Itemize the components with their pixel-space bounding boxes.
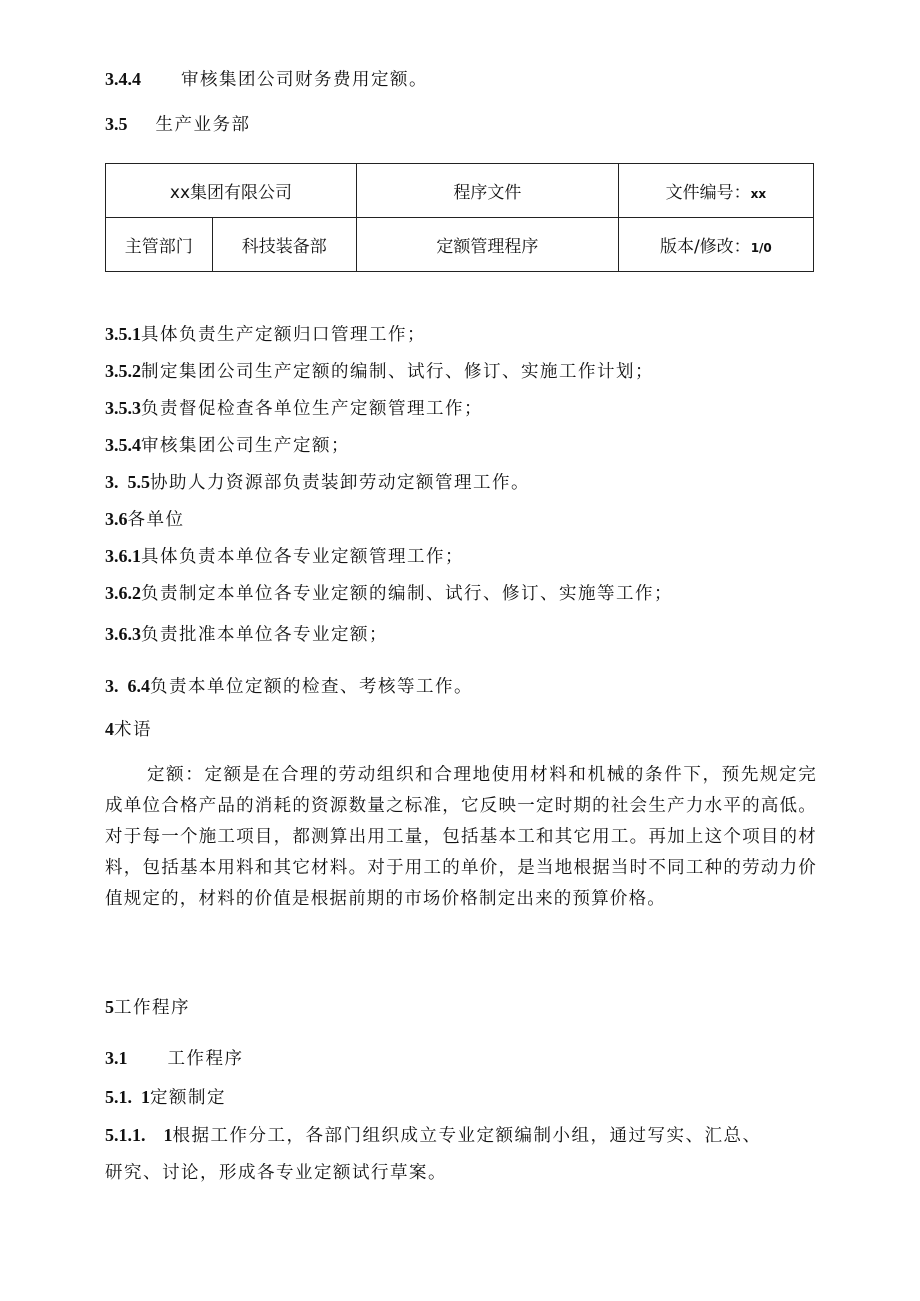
- section-3-1: [105, 1045, 244, 1070]
- section-text: 具体负责生产定额归口管理工作；: [141, 325, 426, 345]
- document-header-table: [105, 163, 814, 272]
- section-text: 定额制定: [150, 1088, 226, 1108]
- section-3-6-4: [105, 673, 473, 698]
- section-3-4-4: [105, 66, 428, 91]
- section-3-5-5: [105, 469, 530, 494]
- section-3-5-1: [105, 321, 426, 346]
- section-number: 3.6.3: [105, 624, 141, 644]
- doc-type-cell: 程序文件: [356, 164, 618, 218]
- section-text: 审核集团公司生产定额；: [141, 436, 350, 456]
- company-cell: xx集团有限公司: [106, 164, 357, 218]
- dept-value-cell: 科技装备部: [212, 218, 356, 272]
- doc-number-value: xx: [750, 187, 767, 201]
- section-text: 协助人力资源部负责装卸劳动定额管理工作。: [150, 473, 530, 493]
- section-text: 工作程序: [167, 1049, 244, 1069]
- section-text: 负责督促检查各单位生产定额管理工作；: [141, 399, 483, 419]
- section-3-6: [105, 506, 185, 531]
- section-text: 负责批准本单位各专业定额；: [141, 625, 388, 645]
- section-5-1-1-1: [105, 1122, 762, 1147]
- section-text: 负责本单位定额的检查、考核等工作。: [150, 677, 473, 697]
- section-4: [105, 716, 152, 741]
- section-text: 具体负责本单位各专业定额管理工作；: [141, 547, 464, 567]
- section-3-6-1: [105, 543, 464, 568]
- section-5-1-1-1-continued: [105, 1159, 447, 1184]
- section-text: 审核集团公司财务费用定额。: [181, 70, 428, 90]
- section-number: 3.5.3: [105, 398, 141, 418]
- section-5: [105, 994, 190, 1019]
- section-number: 5.1.1. 1: [105, 1125, 173, 1145]
- section-text: 根据工作分工，各部门组织成立专业定额编制小组，通过写实、汇总、: [172, 1126, 762, 1146]
- section-number: 3. 6.4: [105, 676, 150, 696]
- section-number: 3.5.1: [105, 324, 141, 344]
- section-number: 3.6: [105, 509, 128, 529]
- section-text: 研究、讨论，形成各专业定额试行草案。: [105, 1163, 447, 1183]
- section-number: 5: [105, 997, 114, 1017]
- section-number: 3.6.2: [105, 583, 141, 603]
- doc-number-cell: [618, 164, 813, 218]
- doc-number-label: 文件编号：: [665, 183, 751, 203]
- section-5-1-1: [105, 1084, 226, 1109]
- section-number: 3. 5.5: [105, 472, 150, 492]
- version-value: 1/0: [750, 241, 772, 255]
- section-3-5-2: [105, 358, 654, 383]
- section-number: 4: [105, 719, 114, 739]
- title-cell: 定额管理程序: [356, 218, 618, 272]
- version-label: 版本/修改：: [659, 237, 751, 257]
- section-number: 3.6.1: [105, 546, 141, 566]
- section-text: 工作程序: [114, 998, 190, 1018]
- section-3-5-3: [105, 395, 483, 420]
- section-text: 负责制定本单位各专业定额的编制、试行、修订、实施等工作；: [141, 584, 673, 604]
- section-number: 3.5.4: [105, 435, 141, 455]
- section-3-5: [105, 111, 251, 136]
- section-3-5-4: [105, 432, 350, 457]
- section-number: 3.5.2: [105, 361, 141, 381]
- section-text: 制定集团公司生产定额的编制、试行、修订、实施工作计划；: [141, 362, 654, 382]
- section-number: 3.4.4: [105, 69, 141, 89]
- section-text: 各单位: [127, 510, 185, 530]
- section-3-6-3: [105, 621, 388, 646]
- section-3-6-2: [105, 580, 673, 605]
- dept-label-cell: 主管部门: [106, 218, 213, 272]
- definition-paragraph: 定额：定额是在合理的劳动组织和合理地使用材料和机械的条件下，预先规定完成单位合格产品的消耗的资源数量之标准，它反映一定时期的社会生产力水平的高低。对于每一个施工项目，都测算出用工量，包括基本工和其它用工。再加上这个项目的材料，包括基本用料和其它材料。对于用工的单价，是当地根据当时不同工种的劳动力价值规定的，材料的价值是根据前期的市场价格制定出来的预算价格。: [105, 765, 817, 909]
- section-number: 3.5: [105, 114, 128, 134]
- version-cell: [618, 218, 813, 272]
- section-number: 3.1: [105, 1048, 128, 1068]
- section-text: 术语: [114, 720, 152, 740]
- section-number: 5.1. 1: [105, 1087, 150, 1107]
- section-text: 生产业务部: [155, 115, 251, 135]
